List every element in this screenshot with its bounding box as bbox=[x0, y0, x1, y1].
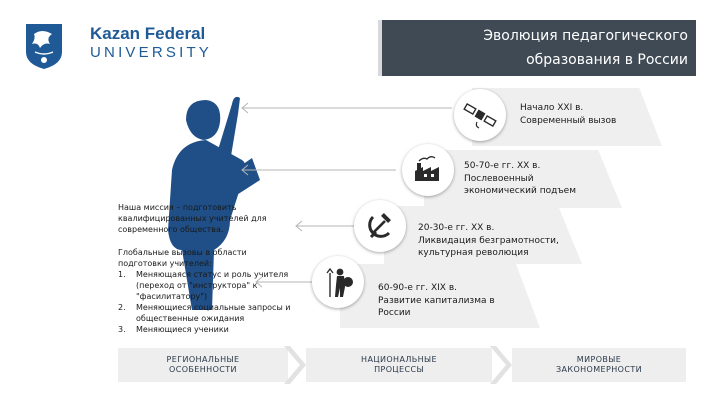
era-icon-circle-4 bbox=[312, 256, 364, 308]
title-panel bbox=[378, 20, 696, 76]
hammer-sickle-icon bbox=[363, 209, 397, 243]
mission-intro: Наша миссия – подготовить квалифицированных учителей для современного общества. bbox=[118, 203, 267, 234]
brand-subtitle: UNIVERSITY bbox=[90, 44, 213, 61]
era-icon-circle-1 bbox=[454, 89, 506, 141]
era-text-2: 50-70-е гг. XX в. Послевоенный экономический подъем bbox=[464, 161, 577, 196]
list-item: 2. Меняющиеся социальные запросы и общественные ожидания bbox=[118, 303, 291, 323]
national-processes-label: НАЦИОНАЛЬНЫЕ ПРОЦЕССЫ bbox=[306, 348, 492, 382]
era-icon-circle-3 bbox=[354, 200, 406, 252]
global-patterns-label: МИРОВЫЕ ЗАКОНОМЕРНОСТИ bbox=[512, 348, 686, 382]
era-text-3: 20-30-е гг. XX в. Ликвидация безграмотности, культурная революция bbox=[418, 223, 559, 258]
factory-icon bbox=[411, 153, 445, 187]
challenges-list bbox=[118, 269, 298, 335]
kfu-logo bbox=[24, 22, 64, 70]
farmer-icon bbox=[321, 265, 355, 299]
era-text-1: Начало XXI в. Современный вызов bbox=[520, 103, 617, 126]
page-title: Эволюция педагогического образования в России bbox=[483, 28, 688, 68]
chevron-right-icon bbox=[284, 346, 306, 384]
list-item: 3. Меняющиеся ученики bbox=[118, 325, 229, 334]
challenges-heading: Глобальные вызовы в области подготовки учителей: bbox=[118, 248, 247, 268]
list-item: 1. Меняющаяся статус и роль учителя (переход от "инструктора" к "фасилитатору") bbox=[118, 270, 289, 301]
satellite-icon bbox=[463, 98, 497, 132]
brand-name: Kazan Federal bbox=[90, 24, 206, 43]
era-icon-circle-2 bbox=[402, 144, 454, 196]
chevron-right-icon bbox=[490, 346, 512, 384]
mission-block bbox=[118, 202, 298, 335]
era-text-4: 60-90-е гг. XIX в. Развитие капитализма в России bbox=[378, 283, 495, 318]
regional-features-label: РЕГИОНАЛЬНЫЕ ОСОБЕННОСТИ bbox=[118, 348, 288, 382]
